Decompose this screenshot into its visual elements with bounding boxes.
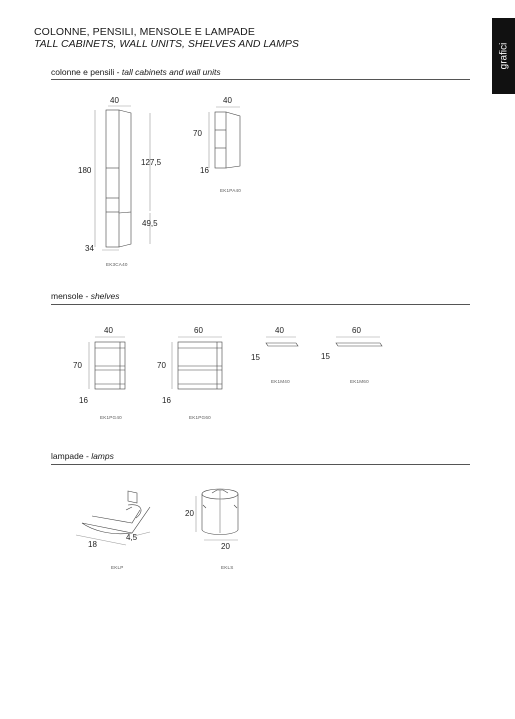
dimension-height: 70 — [73, 361, 82, 370]
shelf-unit-40-drawing — [89, 337, 125, 389]
product-code: EK1M40 — [271, 379, 290, 384]
dimension-height: 70 — [157, 361, 166, 370]
dimension-diameter: 20 — [221, 542, 230, 551]
dimension-lower: 49,5 — [142, 219, 158, 228]
table-lamp-drawing — [196, 489, 238, 540]
dimension-width: 40 — [104, 326, 113, 335]
shelf-40-drawing — [266, 337, 298, 346]
page-title: COLONNE, PENSILI, MENSOLE E LAMPADE — [34, 26, 255, 38]
dimension-depth: 16 — [200, 166, 209, 175]
dimension-width: 40 — [223, 96, 232, 105]
dimension-upper: 127,5 — [141, 158, 162, 167]
dimension-width: 60 — [352, 326, 361, 335]
dimension-depth: 16 — [79, 396, 88, 405]
wall-lamp-drawing — [76, 491, 150, 545]
dimension-height: 20 — [185, 509, 194, 518]
product-code: EKLP — [111, 565, 124, 570]
product-code: EK3CA40 — [106, 262, 128, 267]
section-heading-lamps: lampade - lamps — [51, 451, 114, 461]
dimension-width: 40 — [275, 326, 284, 335]
product-code: EK1M60 — [350, 379, 369, 384]
tall-cabinet-drawing — [95, 106, 150, 250]
wall-unit-drawing — [209, 107, 240, 168]
dimension-height: 4,5 — [126, 533, 138, 542]
section-heading-cabinets: colonne e pensili - tall cabinets and wall units — [51, 67, 221, 77]
page-subtitle: TALL CABINETS, WALL UNITS, SHELVES AND LAMPS — [34, 38, 299, 50]
dimension-depth: 18 — [88, 540, 97, 549]
dimension-width: 60 — [194, 326, 203, 335]
dimension-width: 40 — [110, 96, 119, 105]
dimension-thickness: 15 — [321, 352, 330, 361]
dimension-height: 70 — [193, 129, 202, 138]
section-heading-shelves: mensole - shelves — [51, 291, 120, 301]
dimension-thickness: 15 — [251, 353, 260, 362]
product-code: EK1PG40 — [100, 415, 122, 420]
product-code: EK1PG60 — [189, 415, 211, 420]
shelf-unit-60-drawing — [172, 337, 222, 389]
dimension-height: 180 — [78, 166, 92, 175]
dimension-depth: 16 — [162, 396, 171, 405]
product-code: EKLS — [221, 565, 234, 570]
dimension-depth: 34 — [85, 244, 94, 253]
section-tab-label: grafici — [498, 42, 509, 70]
product-code: EK1PA40 — [220, 188, 241, 193]
shelf-60-drawing — [336, 337, 382, 346]
